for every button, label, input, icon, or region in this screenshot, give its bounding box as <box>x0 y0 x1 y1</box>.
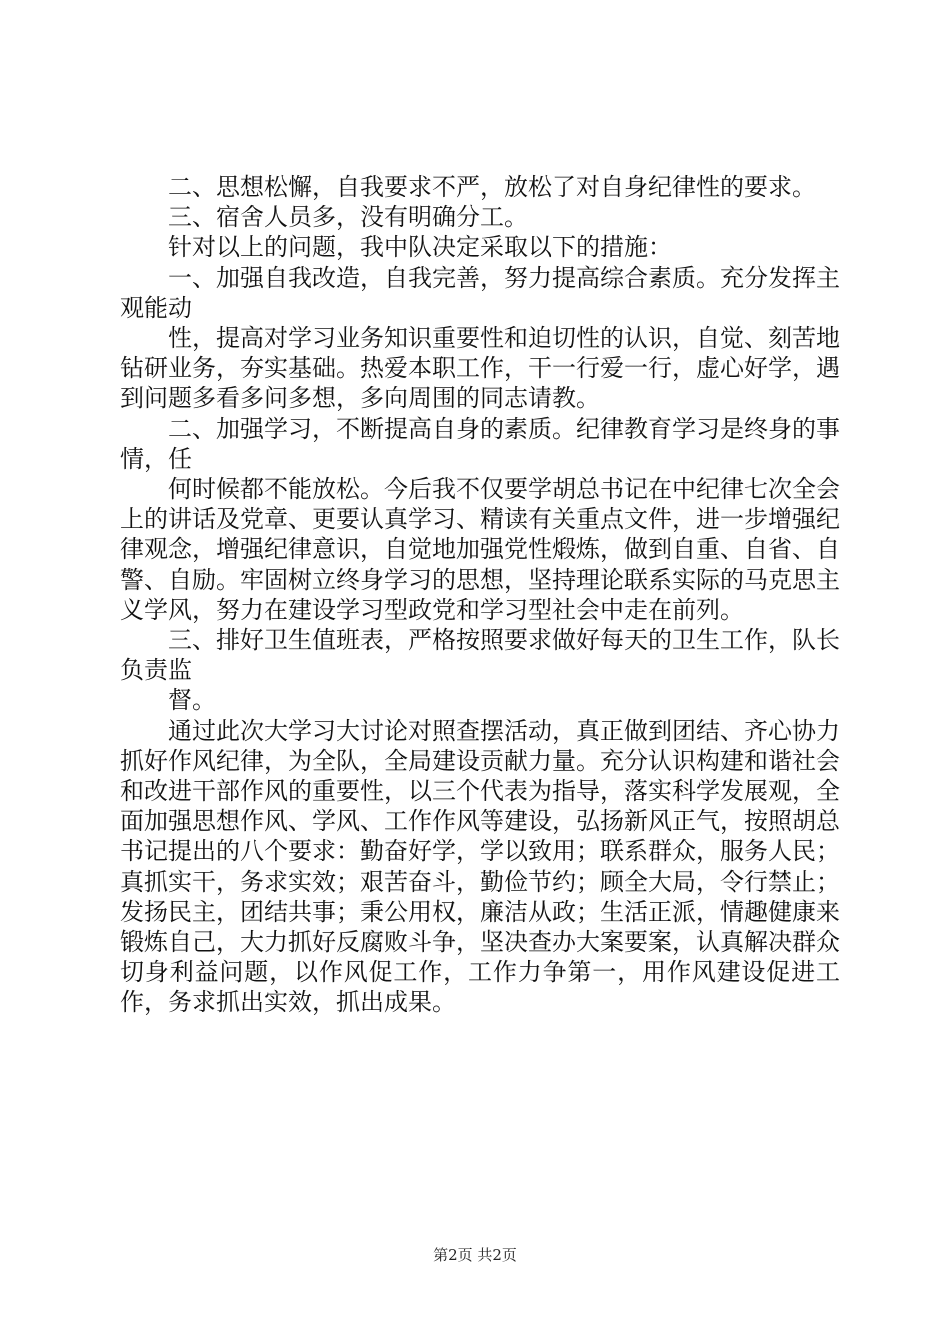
paragraph: 性，提高对学习业务知识重要性和迫切性的认识，自觉、刻苦地钻研业务，夯实基础。热爱本职工作，干一行爱一行，虚心好学，遇到问题多看多问多想，多向周围的同志请教。 <box>120 324 840 413</box>
paragraph: 三、宿舍人员多，没有明确分工。 <box>168 203 528 232</box>
paragraph: 针对以上的问题，我中队决定采取以下的措施： <box>168 233 672 262</box>
paragraph: 二、加强学习，不断提高自身的素质。纪律教育学习是终身的事情，任 <box>120 414 840 473</box>
paragraph: 二、思想松懈，自我要求不严，放松了对自身纪律性的要求。 <box>168 173 816 201</box>
document-body <box>120 172 840 1018</box>
paragraph: 通过此次大学习大讨论对照查摆活动，真正做到团结、齐心协力抓好作风纪律，为全队，全局建设贡献力量。充分认识构建和谐社会和改进干部作风的重要性，以三个代表为指导，落实科学发展观，全面加强思想作风、学风、工作作风等建设，弘扬新风正气，按照胡总书记提出的八个要求：勤奋好学，学以致用；联系群众，服务人民；真抓实干，务求实效；艰苦奋斗，勤俭节约；顾全大局，令行禁止；发扬民主，团结共事；秉公用权，廉洁从政；生活正派，情趣健康来锻炼自己，大力抓好反腐败斗争，坚决查办大案要案，认真解决群众切身利益问题，以作风促工作，工作力争第一，用作风建设促进工作，务求抓出实效，抓出成果。 <box>120 716 840 1017</box>
paragraph: 何时候都不能放松。今后我不仅要学胡总书记在中纪律七次全会上的讲话及党章、更要认真学习、精读有关重点文件，进一步增强纪律观念，增强纪律意识，自觉地加强党性煅炼，做到自重、自省、自警、自励。牢固树立终身学习的思想，坚持理论联系实际的马克思主义学风，努力在建设学习型政党和学习型社会中走在前列。 <box>120 475 840 624</box>
paragraph: 三、排好卫生值班表，严格按照要求做好每天的卫生工作，队长负责监 <box>120 626 840 685</box>
paragraph: 督。 <box>168 686 216 715</box>
page-number-footer: 第2页 共2页 <box>433 1246 517 1264</box>
paragraph: 一、加强自我改造，自我完善，努力提高综合素质。充分发挥主观能动 <box>120 263 840 322</box>
